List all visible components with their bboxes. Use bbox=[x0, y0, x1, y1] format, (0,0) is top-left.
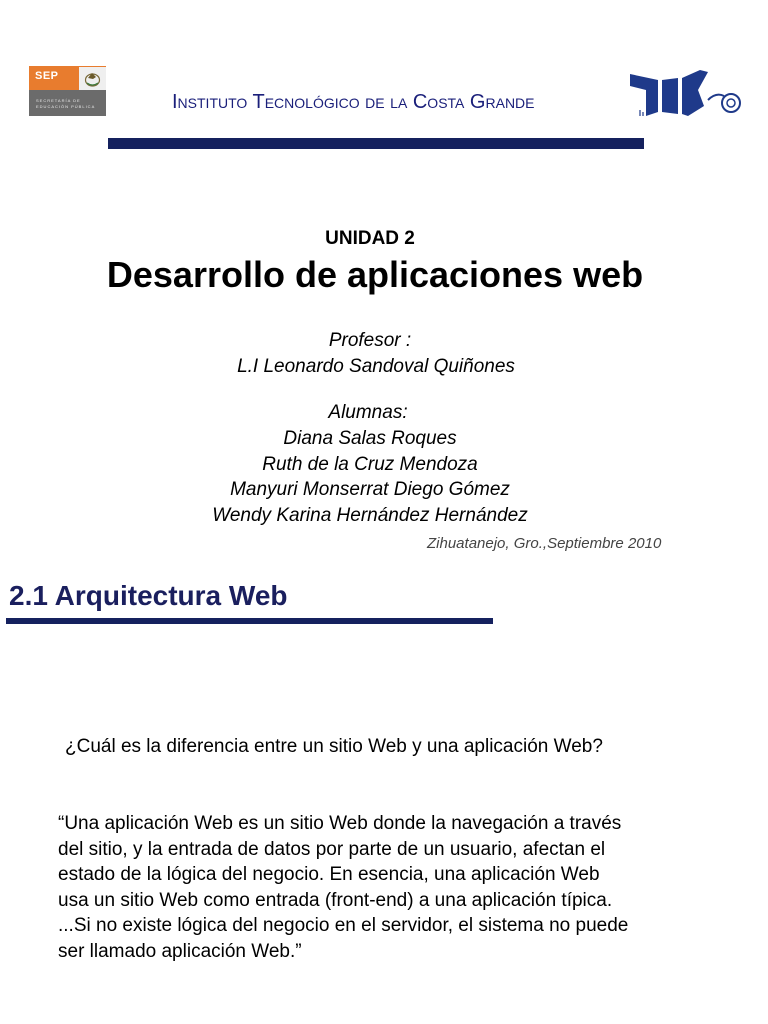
student-name: Diana Salas Roques bbox=[283, 428, 457, 449]
quote-line: usa un sitio Web como entrada (front-end) a una aplicación típica. bbox=[58, 889, 613, 911]
students-label: Alumnas: bbox=[328, 402, 408, 423]
student-name: Ruth de la Cruz Mendoza bbox=[262, 454, 478, 475]
quote-line: ser llamado aplicación Web.” bbox=[58, 940, 302, 962]
sep-logo bbox=[29, 66, 106, 116]
quote-line: “Una aplicación Web es un sitio Web donde la navegación a través bbox=[58, 813, 622, 834]
institute-title: Instituto Tecnológico de la Costa Grande bbox=[172, 91, 535, 113]
unit-label: UNIDAD 2 bbox=[325, 228, 415, 249]
student-name: Manyuri Monserrat Diego Gómez bbox=[230, 479, 510, 500]
place-date: Zihuatanejo, Gro.,Septiembre 2010 bbox=[427, 535, 662, 552]
professor-label: Profesor : bbox=[328, 330, 412, 351]
quote-block bbox=[58, 811, 718, 964]
sep-logo-subtitle-1: SECRETARÍA DE bbox=[36, 98, 81, 103]
header-divider bbox=[108, 138, 644, 149]
sep-logo-footer bbox=[29, 90, 106, 116]
student-name: Wendy Karina Hernández Hernández bbox=[212, 505, 528, 526]
mexican-crest-icon bbox=[79, 67, 106, 90]
itcg-logo-icon bbox=[628, 66, 746, 122]
sep-logo-subtitle-2: EDUCACIÓN PÚBLICA bbox=[36, 104, 96, 109]
quote-line: ...Si no existe lógica del negocio en el servidor, el sistema no puede bbox=[58, 915, 629, 936]
quote-line: del sitio, y la entrada de datos por parte de un usuario, afectan el bbox=[58, 838, 606, 860]
section-underline bbox=[6, 618, 493, 624]
main-title: Desarrollo de aplicaciones web bbox=[106, 254, 644, 295]
sep-logo-text: SEP bbox=[35, 70, 59, 82]
quote-line: estado de la lógica del negocio. En esencia, una aplicación Web bbox=[58, 864, 600, 885]
professor-name: L.I Leonardo Sandoval Quiñones bbox=[237, 356, 515, 377]
section-title: 2.1 Arquitectura Web bbox=[9, 580, 288, 611]
question-text: ¿Cuál es la diferencia entre un sitio Web y una aplicación Web? bbox=[65, 736, 603, 757]
